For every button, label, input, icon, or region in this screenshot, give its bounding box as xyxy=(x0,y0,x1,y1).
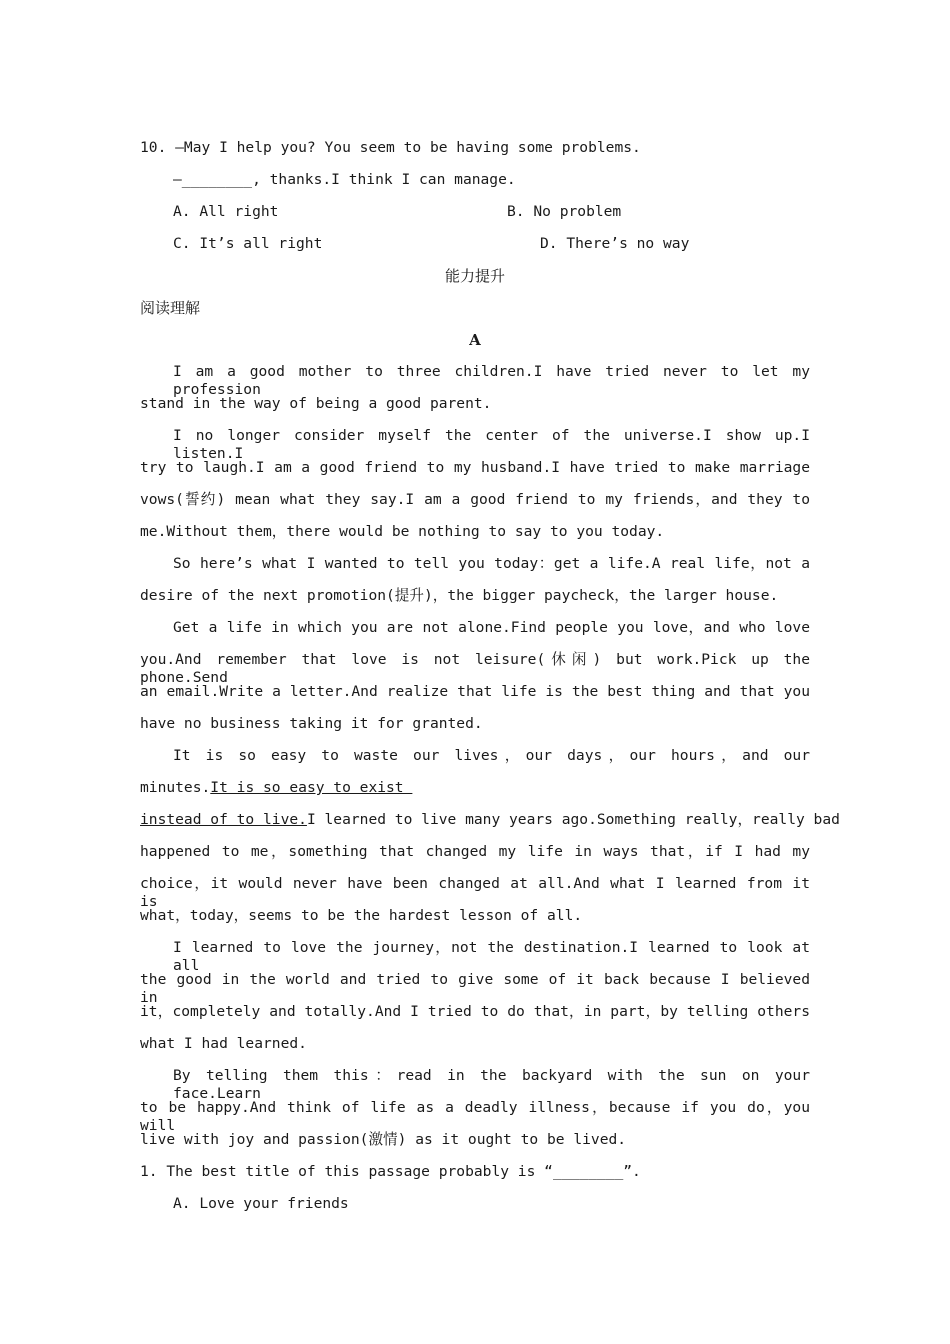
passage-label: A xyxy=(469,331,481,349)
passage-line: I no longer consider myself the center of the universe.I show up.I listen.I xyxy=(173,427,810,462)
passage-line: stand in the way of being a good parent. xyxy=(140,395,492,412)
passage-line: the good in the world and tried to give some of it back because I believed in xyxy=(140,971,810,1006)
passage-line: So here’s what I wanted to tell you today：get a life.A real life，not a xyxy=(173,555,810,572)
passage-line: an email.Write a letter.And realize that life is the best thing and that you xyxy=(140,683,810,700)
passage-line: Get a life in which you are not alone.Find people you love，and who love xyxy=(173,619,810,636)
passage-line: I am a good mother to three children.I have tried never to let my profession xyxy=(173,363,810,398)
passage-line: live with joy and passion(激情) as it ought to be lived. xyxy=(140,1131,627,1148)
q10-reply: —________, thanks.I think I can manage. xyxy=(173,171,516,188)
passage-line xyxy=(140,811,840,829)
subsection-title: 阅读理解 xyxy=(140,299,201,317)
passage-line: you.And remember that love is not leisure(休闲) but work.Pick up the phone.Send xyxy=(140,651,810,686)
passage-line: to be happy.And think of life as a deadly illness，because if you do，you will xyxy=(140,1099,810,1134)
passage-line: choice，it would never have been changed at all.And what I learned from it is xyxy=(140,875,810,910)
passage-line: By telling them this：read in the backyard with the sun on your face.Learn xyxy=(173,1067,810,1102)
underlined-sentence-end: instead of to live. xyxy=(140,811,307,828)
passage-line: I learned to love the journey，not the destination.I learned to look at all xyxy=(173,939,810,974)
underlined-sentence: It is so easy to exist xyxy=(210,779,413,796)
passage-line: what，today，seems to be the hardest lesson of all. xyxy=(140,907,583,924)
q10-option-b: B. No problem xyxy=(507,203,622,220)
passage-line: vows(誓约) mean what they say.I am a good friend to my friends，and they to xyxy=(140,491,810,508)
q1-option-a: A. Love your friends xyxy=(173,1195,349,1212)
passage-text: I learned to live many years ago.Something really，really bad xyxy=(306,811,840,828)
passage-line: try to laugh.I am a good friend to my husband.I have tried to make marriage xyxy=(140,459,810,476)
q1-stem: 1. The best title of this passage probably is “________”. xyxy=(140,1163,641,1180)
q10-option-d: D. There’s no way xyxy=(540,235,690,252)
passage-line xyxy=(140,779,412,797)
q10-stem: 10. —May I help you? You seem to be having some problems. xyxy=(140,139,641,156)
passage-line: it，completely and totally.And I tried to do that，in part，by telling others xyxy=(140,1003,810,1020)
passage-text: minutes. xyxy=(140,779,211,796)
passage-line: It is so easy to waste our lives，our days，our hours，and our xyxy=(173,747,810,764)
passage-line: have no business taking it for granted. xyxy=(140,715,483,732)
passage-line: desire of the next promotion(提升)，the bigger paycheck，the larger house. xyxy=(140,587,779,604)
section-title: 能力提升 xyxy=(444,267,505,285)
q10-option-a: A. All right xyxy=(173,203,279,220)
passage-line: what I had learned. xyxy=(140,1035,307,1052)
passage-line: happened to me，something that changed my life in ways that，if I had my xyxy=(140,843,810,860)
passage-line: me.Without them，there would be nothing to say to you today. xyxy=(140,523,665,540)
q10-option-c: C. It’s all right xyxy=(173,235,323,252)
